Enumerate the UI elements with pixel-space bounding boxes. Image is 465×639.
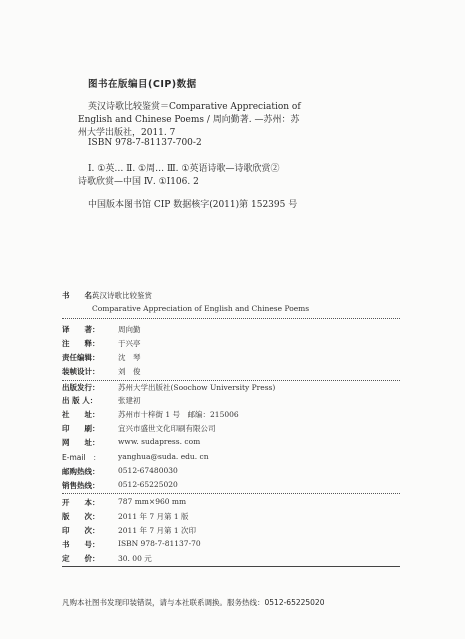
- book-title-label: 书 名：: [62, 291, 100, 300]
- divider: [62, 566, 400, 567]
- isbn-value: ISBN 978-7-81137-70: [118, 539, 201, 548]
- publisher-person-label: 出 版 人：: [62, 396, 98, 405]
- edition-label: 版 次：: [62, 512, 100, 521]
- publisher-person-value: 张建初: [118, 396, 141, 405]
- footer-notice: 凡购本社图书发现印装错误，请与本社联系调换。服务热线：0512-65225020: [62, 598, 325, 607]
- book-title-en: Comparative Appreciation of English and Chinese Poems: [92, 304, 310, 313]
- cip-classification: 诗歌欣赏—中国 Ⅳ. ①I106. 2: [78, 177, 199, 187]
- cip-line: 州大学出版社，2011. 7: [78, 128, 176, 138]
- publisher-value: 苏州大学出版社(Soochow University Press): [118, 383, 276, 392]
- editor-label: 责任编辑：: [62, 353, 100, 362]
- sales-label: 销售热线：: [62, 481, 100, 490]
- website-label: 网 址：: [62, 438, 100, 447]
- cip-classification: Ⅰ. ①英… Ⅱ. ①周… Ⅲ. ①英语诗歌—诗歌欣赏②: [88, 164, 280, 174]
- printing-label: 印 次：: [62, 526, 100, 535]
- price-label: 定 价：: [62, 554, 100, 563]
- design-label: 装帧设计：: [62, 367, 100, 376]
- cip-record-number: 中国版本图书馆 CIP 数据核字(2011)第 152395 号: [88, 200, 298, 210]
- address-value: 苏州市十梓街 1 号 邮编：215006: [118, 410, 239, 419]
- printing-value: 2011 年 7 月第 1 次印: [118, 526, 197, 535]
- cip-title: 图书在版编目(CIP)数据: [88, 79, 197, 90]
- printer-value: 宜兴市盛世文化印刷有限公司: [118, 424, 216, 433]
- design-value: 刘 俊: [118, 367, 141, 376]
- printer-label: 印 刷：: [62, 424, 100, 433]
- format-value: 787 mm×960 mm: [118, 497, 187, 506]
- cip-line: English and Chinese Poems / 周向勤著. —苏州：苏: [78, 115, 300, 125]
- publisher-label: 出版发行：: [62, 383, 100, 392]
- email-label: E-mail ：: [62, 453, 101, 462]
- annotator-label: 注 释：: [62, 339, 100, 348]
- divider: [62, 318, 400, 319]
- editor-value: 沈 琴: [118, 353, 141, 362]
- mail-order-label: 邮购热线：: [62, 467, 100, 476]
- author-label: 译 著：: [62, 325, 100, 334]
- edition-value: 2011 年 7 月第 1 版: [118, 512, 189, 521]
- mail-order-value: 0512-67480030: [118, 466, 178, 475]
- annotator-value: 于兴亭: [118, 339, 141, 348]
- price-value: 30. 00 元: [118, 554, 152, 563]
- book-title-cn: 英汉诗歌比较鉴赏: [92, 291, 152, 300]
- divider: [62, 493, 400, 494]
- cip-isbn: ISBN 978-7-81137-700-2: [88, 138, 202, 148]
- author-value: 周向勤: [118, 325, 141, 334]
- email-value: yanghua@suda. edu. cn: [118, 452, 209, 461]
- sales-value: 0512-65225020: [118, 480, 178, 489]
- divider: [62, 380, 400, 381]
- format-label: 开 本：: [62, 498, 100, 507]
- website-value: www. sudapress. com: [118, 437, 201, 446]
- cip-line: 英汉诗歌比较鉴赏＝Comparative Appreciation of: [88, 102, 301, 112]
- isbn-label: 书 号：: [62, 540, 100, 549]
- address-label: 社 址：: [62, 410, 100, 419]
